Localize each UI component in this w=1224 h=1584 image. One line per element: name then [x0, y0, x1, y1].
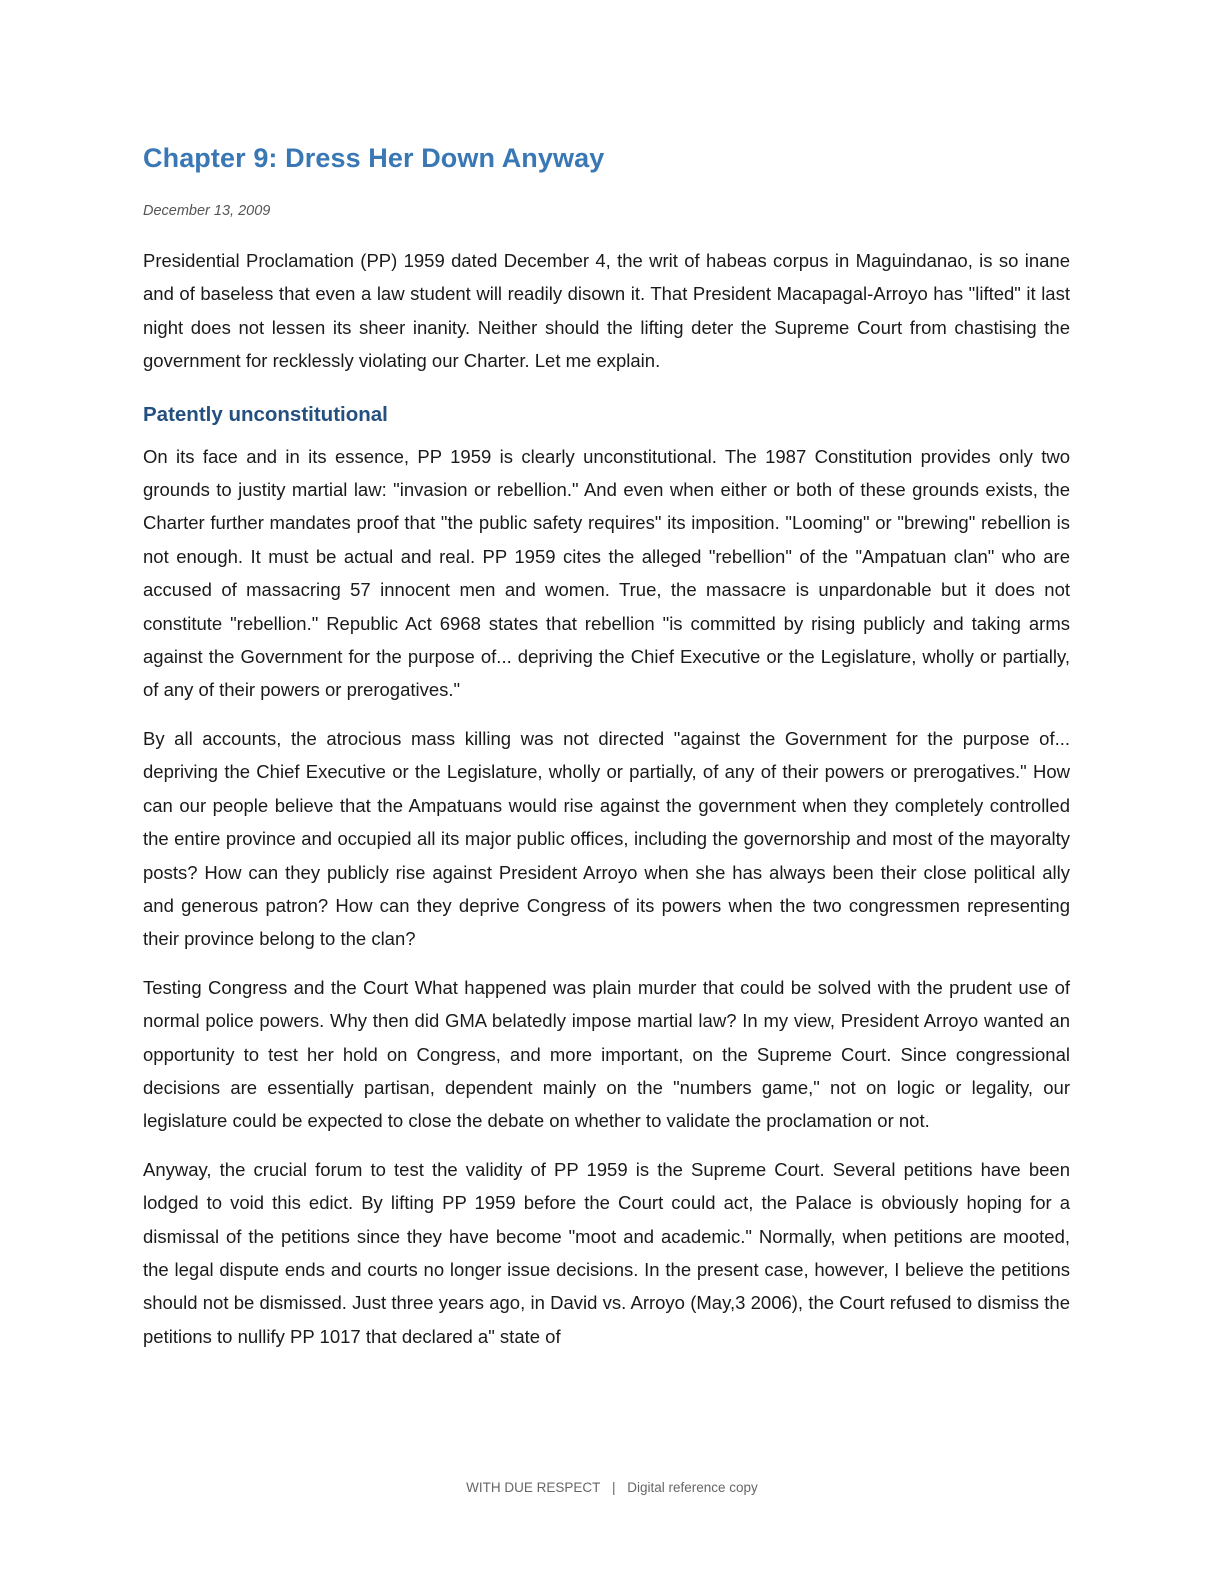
footer-note: Digital reference copy: [627, 1480, 758, 1495]
chapter-title: Chapter 9: Dress Her Down Anyway: [143, 143, 605, 173]
intro-paragraph: Presidential Proclamation (PP) 1959 dated December 4, the writ of habeas corpus in Maguindanao, is so inane and of baseless that even a law student will readily disown it. That President Macapagal-Arroyo has "lifted" it last night does not lessen its sheer inanity. Neither should the lifting deter the Supreme Court from chastising the government for recklessly violating our Charter. Let me explain.: [143, 250, 1070, 372]
publication-date: December 13, 2009: [143, 203, 271, 219]
footer-separator: |: [611, 1480, 616, 1495]
body-paragraph: Anyway, the crucial forum to test the validity of PP 1959 is the Supreme Court. Several petitions have been lodged to void this edict. By lifting PP 1959 before the Court could act, the Palace is obviously hoping for a dismissal of the petitions since they have become "moot and academic." Normally, when petitions are mooted, the legal dispute ends and courts no longer issue decisions. In the present case, however, I believe the petitions should not be dismissed. Just three years ago, in David vs. Arroyo (May,3 2006), the Court refused to dismiss the petitions to nullify PP 1017 that declared a" state of: [143, 1158, 1070, 1347]
body-paragraph: By all accounts, the atrocious mass killing was not directed "against the Government for the purpose of... depriving the Chief Executive or the Legislature, wholly or partially, of any of their powers or prerogatives." How can our people believe that the Ampatuans would rise against the government when they completely controlled the entire province and occupied all its major public offices, including the governorship and most of the mayoralty posts? How can they publicly rise against President Arroyo when she has always been their close political ally and generous patron? How can they deprive Congress of its powers when the two congressmen representing their province belong to the clan?: [143, 727, 1070, 950]
page-footer: [0, 1480, 1224, 1495]
article-body: [143, 244, 1070, 1368]
footer-book-title: WITH DUE RESPECT: [466, 1480, 601, 1495]
body-paragraph: Testing Congress and the Court What happened was plain murder that could be solved with the prudent use of normal police powers. Why then did GMA belatedly impose martial law? In my view, President Arroyo wanted an opportunity to test her hold on Congress, and more important, on the Supreme Court. Since congressional decisions are essentially partisan, dependent mainly on the "numbers game," not on logic or legality, our legislature could be expected to close the debate on whether to validate the proclamation or not.: [143, 976, 1070, 1132]
body-paragraph: On its face and in its essence, PP 1959 is clearly unconstitutional. The 1987 Constitution provides only two grounds to justity martial law: "invasion or rebellion." And even when either or both of these grounds exists, the Charter further mandates proof that "the public safety requires" its imposition. "Looming" or "brewing" rebellion is not enough. It must be actual and real. PP 1959 cites the alleged "rebellion" of the "Ampatuan clan" who are accused of massacring 57 innocent men and women. True, the massacre is unpardonable but it does not constitute "rebellion." Republic Act 6968 states that rebellion "is committed by rising publicly and taking arms against the Government for the purpose of... depriving the Chief Executive or the Legislature, wholly or partially, of any of their powers or prerogatives.": [143, 445, 1070, 701]
section-heading: Patently unconstitutional: [143, 402, 388, 426]
